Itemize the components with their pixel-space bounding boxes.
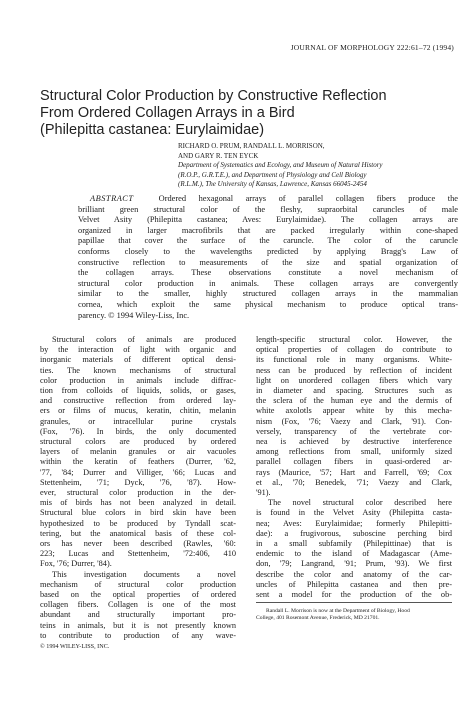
affiliation: (R.L.M.), The University of Kansas, Lawrence, Kansas 66045-2454 bbox=[178, 180, 367, 189]
body-line: abundant and structurally important pro- bbox=[40, 610, 236, 620]
body-line: the sclera of the human eye and the dermis of bbox=[256, 396, 452, 406]
abstract bbox=[78, 194, 458, 321]
abstract-line: organized in larger macrofibrils that are packed irregularly within cone-shaped bbox=[78, 225, 458, 235]
body-line: Stettenheim, '71; Dyck, '76, '87). How- bbox=[40, 477, 236, 487]
body-line: mis of birds has not been analyzed in detail. bbox=[40, 498, 236, 508]
body-line: endemic to the island of Madagascar (Ame- bbox=[256, 549, 452, 559]
author-names: AND GARY R. TEN EYCK bbox=[178, 151, 259, 160]
body-line: dae): a frugivorous, suboscine perching bird bbox=[256, 528, 452, 538]
affiliation: Department of Systematics and Ecology, and Museum of Natural History bbox=[178, 161, 383, 170]
body-line: optical properties of collagen do contribute to bbox=[256, 345, 452, 355]
body-line: granules, or intracellular purine crystals bbox=[40, 416, 236, 426]
abstract-line: similar to the smaller, highly structured collagen arrays in the mammalian bbox=[78, 289, 458, 299]
title-line: From Ordered Collagen Arrays in a Bird bbox=[40, 105, 295, 121]
body-line: uncles of Philepitta castanea and then pre- bbox=[256, 579, 452, 589]
body-line: teins in animals, but it is not presently known bbox=[40, 620, 236, 630]
body-line: ors has never been described (Rawles, '60: bbox=[40, 539, 236, 549]
body-line: (Fox, '76). In birds, the only documented bbox=[40, 426, 236, 436]
body-line: inorganic materials of different optical densi- bbox=[40, 355, 236, 365]
body-column-left bbox=[40, 335, 236, 641]
body-line: layers of melanin granules or air vacuoles bbox=[40, 447, 236, 457]
body-line: Structural colors of animals are produced bbox=[52, 335, 236, 344]
body-line: '77, '84; Durrer and Villiger, '66; Lucas and bbox=[40, 467, 236, 477]
body-line: nea is achieved by destructive interference bbox=[256, 437, 452, 447]
body-line: nea; Aves: Eurylaimidae; formerly Philepitti- bbox=[256, 518, 452, 528]
body-line: This investigation documents a novel bbox=[52, 569, 236, 579]
body-line: within the keratin of feathers (Durrer, '62, bbox=[40, 457, 236, 467]
footnote-line: College, 401 Rosemont Avenue, Frederick, MD 21701. bbox=[256, 615, 380, 621]
abstract-line: constructive reflection to measurements of the size and spatial organization of bbox=[78, 257, 458, 267]
body-line: Structural blue colors in bird skin have been bbox=[40, 508, 236, 518]
body-line: sent a model for the production of the ob- bbox=[256, 590, 452, 600]
body-line: tion from colloids of liquids, solids, or gases, bbox=[40, 386, 236, 396]
title-line: Structural Color Production by Constructive Reflection bbox=[40, 88, 387, 104]
body-line: length-specific structural color. However, the bbox=[256, 335, 452, 344]
body-line: in diameter and spacing. Structures such as bbox=[256, 386, 452, 396]
abstract-line: parency. © 1994 Wiley-Liss, Inc. bbox=[78, 310, 190, 320]
abstract-line: conforms closely to the wavelengths predicted by applying Bragg's Law of bbox=[78, 246, 458, 256]
abstract-line: brilliant green structural color of the fleshy, supraorbital caruncles of male bbox=[78, 204, 458, 214]
abstract-line: the collagen arrays. These observations constitute a novel mechanism of bbox=[78, 268, 458, 278]
body-line: 223; Lucas and Stettenheim, '72:406, 410 bbox=[40, 549, 236, 559]
journal-header: JOURNAL OF MORPHOLOGY 222:61–72 (1994) bbox=[290, 43, 454, 52]
abstract-line: structural color production in animals. These collagen arrays are convergently bbox=[78, 278, 458, 288]
body-line: its functional role in many organisms. White- bbox=[256, 355, 452, 365]
body-line: don, '79; Langrand, '91; Prum, '93). We first bbox=[256, 559, 452, 569]
body-column-right bbox=[256, 335, 452, 600]
body-line: describe the color and anatomy of the car- bbox=[256, 569, 452, 579]
body-line: nism (Fox, '76; Vaezy and Clark, '91). Con- bbox=[256, 416, 452, 426]
body-line: white axolotls appear white by this mecha- bbox=[256, 406, 452, 416]
title-line: (Philepitta castanea: Eurylaimidae) bbox=[40, 122, 265, 138]
author-block bbox=[178, 142, 458, 190]
body-line: '91). bbox=[256, 488, 271, 498]
abstract-line: cornea, which exploit the same physical mechanism to produce optical trans- bbox=[78, 299, 458, 309]
body-line: light on unordered collagen fibers which vary bbox=[256, 375, 452, 385]
body-line: rays (Maurice, '57; Hart and Farrell, '69; Cox bbox=[256, 467, 452, 477]
footnote-line: Randall L. Morrison is now at the Department of Biology, Hood bbox=[266, 608, 410, 614]
body-line: collagen fibers. Collagen is one of the most bbox=[40, 600, 236, 610]
body-line: by the interaction of light with organic and bbox=[40, 345, 236, 355]
abstract-label: ABSTRACT bbox=[90, 194, 134, 203]
body-line: based on the optical properties of ordered bbox=[40, 590, 236, 600]
body-line: hypothesized to be produced by Tyndall scat- bbox=[40, 518, 236, 528]
body-line: ties. The known mechanisms of structural bbox=[40, 365, 236, 375]
body-line: among reflections from small, uniformly sized bbox=[256, 447, 452, 457]
author-names: RICHARD O. PRUM, RANDALL L. MORRISON, bbox=[178, 142, 325, 150]
body-line: is found in the Velvet Asity (Philepitta casta- bbox=[256, 508, 452, 518]
abstract-line: Velvet Asity (Philepitta castanea; Aves: Eurylaimidae). The collagen arrays are bbox=[78, 215, 458, 225]
body-line: color production in animals include diffrac- bbox=[40, 375, 236, 385]
abstract-line: ABSTRACT Ordered hexagonal arrays of parallel collagen fibers produce the bbox=[90, 194, 458, 203]
footnote bbox=[256, 602, 452, 622]
article-title bbox=[40, 88, 450, 139]
copyright-notice: © 1994 WILEY-LISS, INC. bbox=[40, 643, 110, 650]
body-line: ers or films of mucus, keratin, chitin, melanin bbox=[40, 406, 236, 416]
abstract-line: papillae that cover the surface of the caruncle. The color of the caruncle bbox=[78, 236, 458, 246]
body-line: tering, but the anatomical basis of these col- bbox=[40, 528, 236, 538]
body-line: versely, transparency of the vertebrate cor- bbox=[256, 426, 452, 436]
body-line: and constructive reflection from ordered lay- bbox=[40, 396, 236, 406]
body-line: ness can be produced by reflection of incident bbox=[256, 365, 452, 375]
body-line: Fox, '76; Durrer, '84). bbox=[40, 559, 112, 569]
body-line: parallel collagen fibers in quasi-ordered ar- bbox=[256, 457, 452, 467]
body-line: et al., '70; Benedek, '71; Vaezy and Clark, bbox=[256, 477, 452, 487]
body-line: ever, structural color production in the der- bbox=[40, 488, 236, 498]
body-line: The novel structural color described here bbox=[268, 498, 452, 508]
body-line: structural colors are produced by ordered bbox=[40, 437, 236, 447]
body-line: in a small subfamily (Philepittinae) that is bbox=[256, 539, 452, 549]
body-line: to contribute to production of any wave- bbox=[40, 630, 236, 640]
affiliation: (R.O.P., G.R.T.E.), and Department of Physiology and Cell Biology bbox=[178, 170, 367, 179]
body-line: mechanism of structural color production bbox=[40, 579, 236, 589]
